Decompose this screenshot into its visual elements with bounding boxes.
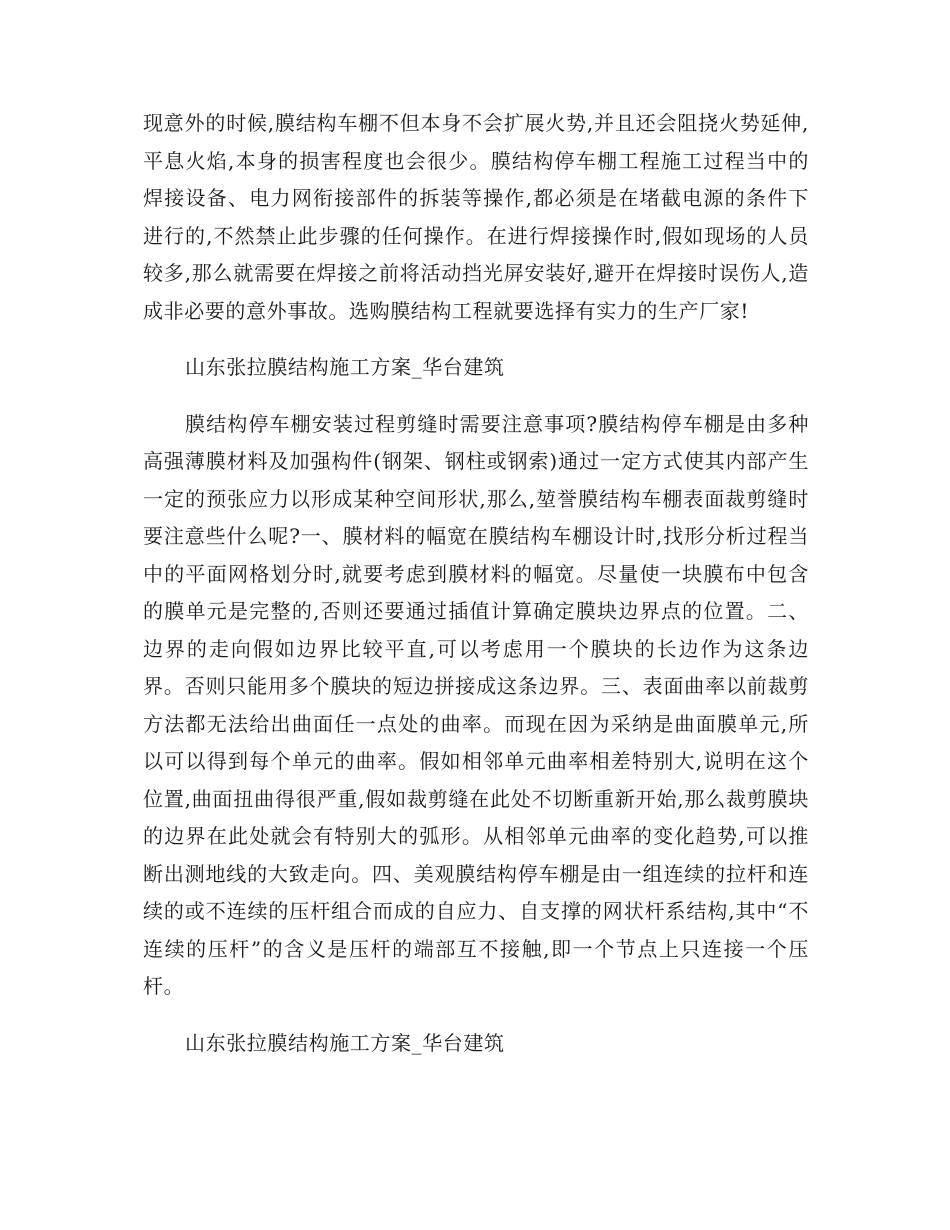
paragraph-fire-safety: 现意外的时候,膜结构车棚不但本身不会扩展火势,并且还会阻挠火势延伸,平息火焰,本身的损害程度也会很少。膜结构停车棚工程施工过程当中的焊接设备、电力网衔接部件的拆装等操作,都必须是在堵截电源的条件下进行的,不然禁止此步骤的任何操作。在进行焊接操作时,假如现场的人员较多,那么就需要在焊接之前将活动挡光屏安装好,避开在焊接时误伤人,造成非必要的意外事故。选购膜结构工程就要选择有实力的生产厂家! bbox=[143, 111, 809, 323]
section-heading: 山东张拉膜结构施工方案_华台建筑 bbox=[185, 355, 505, 379]
section-heading: 山东张拉膜结构施工方案_华台建筑 bbox=[185, 1030, 505, 1055]
paragraph-gap bbox=[143, 1006, 809, 1025]
paragraph-cutting-seams: 膜结构停车棚安装过程剪缝时需要注意事项?膜结构停车棚是由多种高强薄膜材料及加强构件(钢架、钢柱或钢索)通过一定方式使其内部产生一定的预张应力以形成某种空间形状,那么,堃誉膜结构车棚表面裁剪缝时要注意些什么呢?一、膜材料的幅宽在膜结构车棚设计时,找形分析过程当中的平面网格划分时,就要考虑到膜材料的幅宽。尽量使一块膜布中包含的膜单元是完整的,否则还要通过插值计算确定膜块边界点的位置。二、边界的走向假如边界比较平直,可以考虑用一个膜块的长边作为这条边界。否则只能用多个膜块的短边拼接成这条边界。三、表面曲率以前裁剪方法都无法给出曲面任一点处的曲率。而现在因为采纳是曲面膜单元,所以可以得到每个单元的曲率。假如相邻单元曲率相差特别大,说明在这个位置,曲面扭曲得很严重,假如裁剪缝在此处不切断重新开始,那么裁剪膜块的边界在此处就会有特别大的弧形。从相邻单元曲率的变化趋势,可以推断出测地线的大致走向。四、美观膜结构停车棚是由一组连续的拉杆和连续的或不连续的压杆组合而成的自应力、自支撑的网状杆系结构,其中“不连续的压杆”的含义是压杆的端部互不接触,即一个节点上只连接一个压杆。 bbox=[143, 411, 809, 998]
paragraph-gap bbox=[143, 387, 809, 406]
document-body bbox=[143, 105, 809, 1062]
paragraph-gap bbox=[143, 330, 809, 349]
